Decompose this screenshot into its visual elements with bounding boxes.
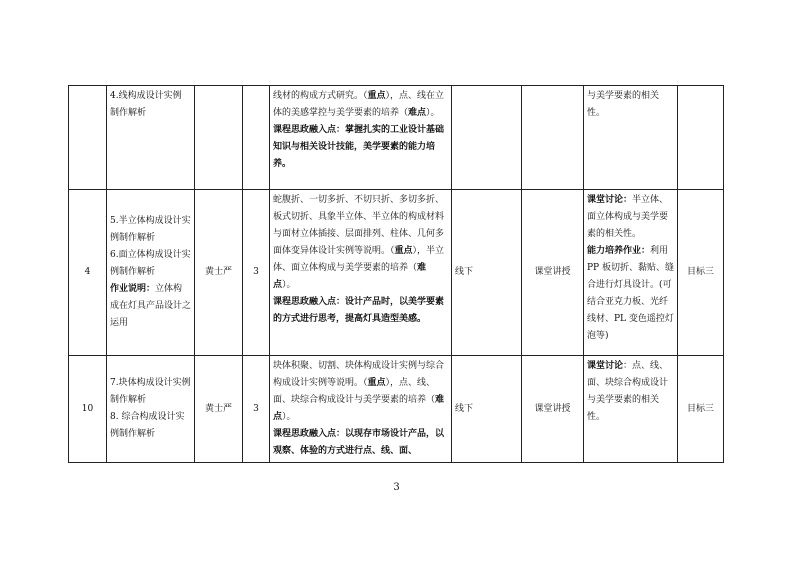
- task-label: 课堂讨论: [587, 361, 624, 371]
- content-cell: [270, 190, 452, 356]
- topic-task-label: 作业说明：: [110, 284, 156, 294]
- topic-line: 4.线构成设计实例: [110, 91, 182, 101]
- content-text: 蛇腹折、一切多折、不切只折、多切多折、板式切折、具象半立体、半立体的构成材料与面材立体插接、层面排列、柱体、几何多面体变异体设计实例等说明。（重点），半立体、面立体构成与美学要素的培养（难点）。: [273, 195, 445, 290]
- topic-line: 6.面立体构成设计实例制作解析: [110, 250, 191, 277]
- table-row: [69, 356, 724, 463]
- topic-line: 制作解析: [110, 108, 147, 118]
- week-cell: 4: [69, 190, 107, 356]
- hours-cell: [243, 86, 270, 190]
- week-cell: [69, 86, 107, 190]
- week-cell: 10: [69, 356, 107, 463]
- table-row: [69, 86, 724, 190]
- content-text: 线材的构成方式研究。（重点），点、线在立体的美感掌控与美学要素的培养（难点）。: [273, 91, 445, 118]
- task-cell: [584, 356, 678, 463]
- course-schedule-table: [68, 85, 724, 463]
- content-text: 块体积聚、切割、块体构成设计实例与综合构成设计实例等说明。（重点），点、线、面、块综合构成设计与美学要素的培养（难点）。: [273, 361, 445, 422]
- ideology-text: 课程思政融入点：以现存市场设计产品，以观察、体验的方式进行点、线、面、: [273, 429, 445, 456]
- task-cell: [584, 86, 678, 190]
- teacher-cell: [195, 86, 243, 190]
- mode-cell: 线下: [452, 356, 522, 463]
- task-text: 利用 PP 板切折、黏贴、缝合进行灯具设计。(可结合亚克力板、光纤线材、PL 变色遥控灯泡等): [587, 246, 674, 341]
- method-cell: 课堂讲授: [522, 356, 584, 463]
- topic-cell: [107, 86, 195, 190]
- goal-cell: [678, 86, 724, 190]
- task-text: 半立体、面立体构成与美学要素的相关性。: [587, 195, 669, 239]
- table-row: [69, 190, 724, 356]
- topic-cell: [107, 356, 195, 463]
- content-cell: [270, 86, 452, 190]
- task-cell: [584, 190, 678, 356]
- topic-task-text: 立体构成在灯具产品设计之运用: [110, 284, 192, 328]
- task-label: 课堂讨论：: [587, 195, 633, 205]
- topic-line: 8. 综合构成设计实例制作解析: [110, 412, 185, 439]
- mode-cell: 线下: [452, 190, 522, 356]
- mode-cell: [452, 86, 522, 190]
- goal-cell: 目标三: [678, 356, 724, 463]
- teacher-cell: 黄士严: [195, 356, 243, 463]
- topic-line: 5.半立体构成设计实例制作解析: [110, 216, 191, 243]
- hours-cell: 3: [243, 356, 270, 463]
- method-cell: 课堂讲授: [522, 190, 584, 356]
- method-cell: [522, 86, 584, 190]
- ideology-text: 课程思政融入点：掌握扎实的工业设计基础知识与相关设计技能，美学要素的能力培养。: [273, 125, 445, 169]
- topic-line: 7.块体构成设计实例制作解析: [110, 378, 191, 405]
- goal-cell: 目标三: [678, 190, 724, 356]
- content-cell: [270, 356, 452, 463]
- hours-cell: 3: [243, 190, 270, 356]
- topic-cell: [107, 190, 195, 356]
- task-label: 能力培养作业：: [587, 246, 651, 256]
- task-text: 与美学要素的相关性。: [587, 91, 660, 118]
- page-number: 3: [393, 482, 400, 493]
- ideology-text: 课程思政融入点：设计产品时，以美学要素的方式进行思考，提高灯具造型美感。: [273, 297, 445, 324]
- task-text: ：点、线、面、块综合构成设计与美学要素的相关性。: [587, 361, 669, 422]
- teacher-cell: 黄士严: [195, 190, 243, 356]
